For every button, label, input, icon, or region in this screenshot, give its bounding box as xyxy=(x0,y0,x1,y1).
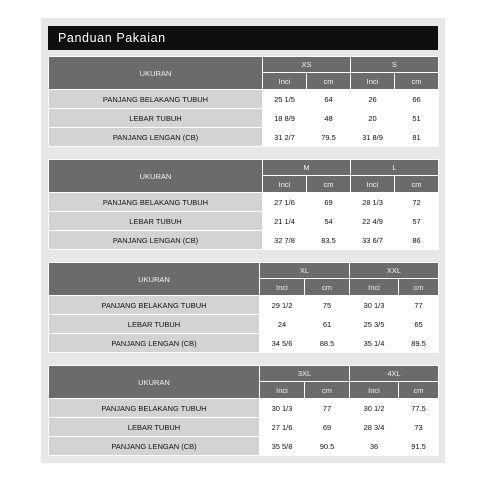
table-cell: 32 7/8 xyxy=(263,231,306,249)
table-row xyxy=(49,231,438,249)
size-header: 3XL xyxy=(260,366,349,381)
header-ukuran: UKURAN xyxy=(49,366,259,398)
table-cell: 75 xyxy=(305,296,349,314)
row-label: PANJANG LENGAN (CB) xyxy=(49,231,262,249)
unit-header-cm: cm xyxy=(305,382,349,398)
table-cell: 77.5 xyxy=(399,399,438,417)
page-title: Panduan Pakaian xyxy=(48,26,438,50)
table-row xyxy=(49,193,438,211)
table-cell: 86 xyxy=(395,231,438,249)
table-cell: 31 8/9 xyxy=(351,128,394,146)
size-header: XXL xyxy=(350,263,438,278)
table-row xyxy=(49,437,438,455)
row-label: PANJANG BELAKANG TUBUH xyxy=(49,399,259,417)
table-cell: 30 1/2 xyxy=(350,399,398,417)
size-header: XS xyxy=(263,57,350,72)
row-label: PANJANG LENGAN (CB) xyxy=(49,334,259,352)
table-row xyxy=(49,334,438,352)
size-table-xs-s xyxy=(48,56,439,147)
table-cell: 73 xyxy=(399,418,438,436)
table-cell: 79.5 xyxy=(307,128,350,146)
table-cell: 66 xyxy=(395,90,438,108)
table-cell: 57 xyxy=(395,212,438,230)
table-cell: 29 1/2 xyxy=(260,296,304,314)
table-row xyxy=(49,399,438,417)
table-row xyxy=(49,315,438,333)
unit-header-inci: Inci xyxy=(263,176,306,192)
unit-header-cm: cm xyxy=(399,279,438,295)
table-cell: 69 xyxy=(305,418,349,436)
table-row xyxy=(49,109,438,127)
size-table-xl-xxl xyxy=(48,262,439,353)
row-label: LEBAR TUBUH xyxy=(49,418,259,436)
table-cell: 69 xyxy=(307,193,350,211)
unit-header-cm: cm xyxy=(305,279,349,295)
unit-header-inci: Inci xyxy=(263,73,306,89)
table-cell: 30 1/3 xyxy=(350,296,398,314)
table-cell: 88.5 xyxy=(305,334,349,352)
header-ukuran: UKURAN xyxy=(49,263,259,295)
unit-header-inci: Inci xyxy=(350,382,398,398)
row-label: PANJANG LENGAN (CB) xyxy=(49,437,259,455)
unit-header-cm: cm xyxy=(399,382,438,398)
table-cell: 65 xyxy=(399,315,438,333)
table-row xyxy=(49,128,438,146)
unit-header-inci: Inci xyxy=(350,279,398,295)
table-cell: 35 5/8 xyxy=(260,437,304,455)
row-label: LEBAR TUBUH xyxy=(49,212,262,230)
size-header: S xyxy=(351,57,438,72)
table-cell: 51 xyxy=(395,109,438,127)
table-cell: 28 1/3 xyxy=(351,193,394,211)
table-cell: 24 xyxy=(260,315,304,333)
size-header: 4XL xyxy=(350,366,438,381)
table-cell: 31 2/7 xyxy=(263,128,306,146)
size-header: XL xyxy=(260,263,349,278)
table-cell: 72 xyxy=(395,193,438,211)
unit-header-cm: cm xyxy=(395,73,438,89)
table-cell: 21 1/4 xyxy=(263,212,306,230)
table-cell: 27 1/6 xyxy=(260,418,304,436)
table-cell: 48 xyxy=(307,109,350,127)
row-label: PANJANG BELAKANG TUBUH xyxy=(49,90,262,108)
unit-header-inci: Inci xyxy=(351,73,394,89)
header-ukuran: UKURAN xyxy=(49,57,262,89)
table-cell: 36 xyxy=(350,437,398,455)
table-cell: 61 xyxy=(305,315,349,333)
table-cell: 64 xyxy=(307,90,350,108)
table-cell: 27 1/6 xyxy=(263,193,306,211)
unit-header-inci: Inci xyxy=(351,176,394,192)
table-cell: 22 4/9 xyxy=(351,212,394,230)
table-cell: 18 8/9 xyxy=(263,109,306,127)
unit-header-inci: Inci xyxy=(260,382,304,398)
table-cell: 25 3/5 xyxy=(350,315,398,333)
table-cell: 34 5/6 xyxy=(260,334,304,352)
unit-header-cm: cm xyxy=(307,73,350,89)
size-table-m-l xyxy=(48,159,439,250)
table-row xyxy=(49,90,438,108)
table-cell: 83.5 xyxy=(307,231,350,249)
table-row xyxy=(49,296,438,314)
table-cell: 89.5 xyxy=(399,334,438,352)
table-cell: 81 xyxy=(395,128,438,146)
table-cell: 35 1/4 xyxy=(350,334,398,352)
size-header: L xyxy=(351,160,438,175)
size-header: M xyxy=(263,160,350,175)
row-label: LEBAR TUBUH xyxy=(49,315,259,333)
table-cell: 90.5 xyxy=(305,437,349,455)
table-cell: 77 xyxy=(399,296,438,314)
table-row xyxy=(49,418,438,436)
table-cell: 30 1/3 xyxy=(260,399,304,417)
row-label: PANJANG BELAKANG TUBUH xyxy=(49,296,259,314)
table-cell: 28 3/4 xyxy=(350,418,398,436)
table-cell: 20 xyxy=(351,109,394,127)
header-ukuran: UKURAN xyxy=(49,160,262,192)
unit-header-inci: Inci xyxy=(260,279,304,295)
table-cell: 77 xyxy=(305,399,349,417)
table-row xyxy=(49,212,438,230)
unit-header-cm: cm xyxy=(395,176,438,192)
table-cell: 54 xyxy=(307,212,350,230)
row-label: PANJANG BELAKANG TUBUH xyxy=(49,193,262,211)
row-label: PANJANG LENGAN (CB) xyxy=(49,128,262,146)
table-cell: 26 xyxy=(351,90,394,108)
table-cell: 91.5 xyxy=(399,437,438,455)
table-cell: 25 1/5 xyxy=(263,90,306,108)
table-cell: 33 6/7 xyxy=(351,231,394,249)
size-table-3xl-4xl xyxy=(48,365,439,456)
unit-header-cm: cm xyxy=(307,176,350,192)
row-label: LEBAR TUBUH xyxy=(49,109,262,127)
